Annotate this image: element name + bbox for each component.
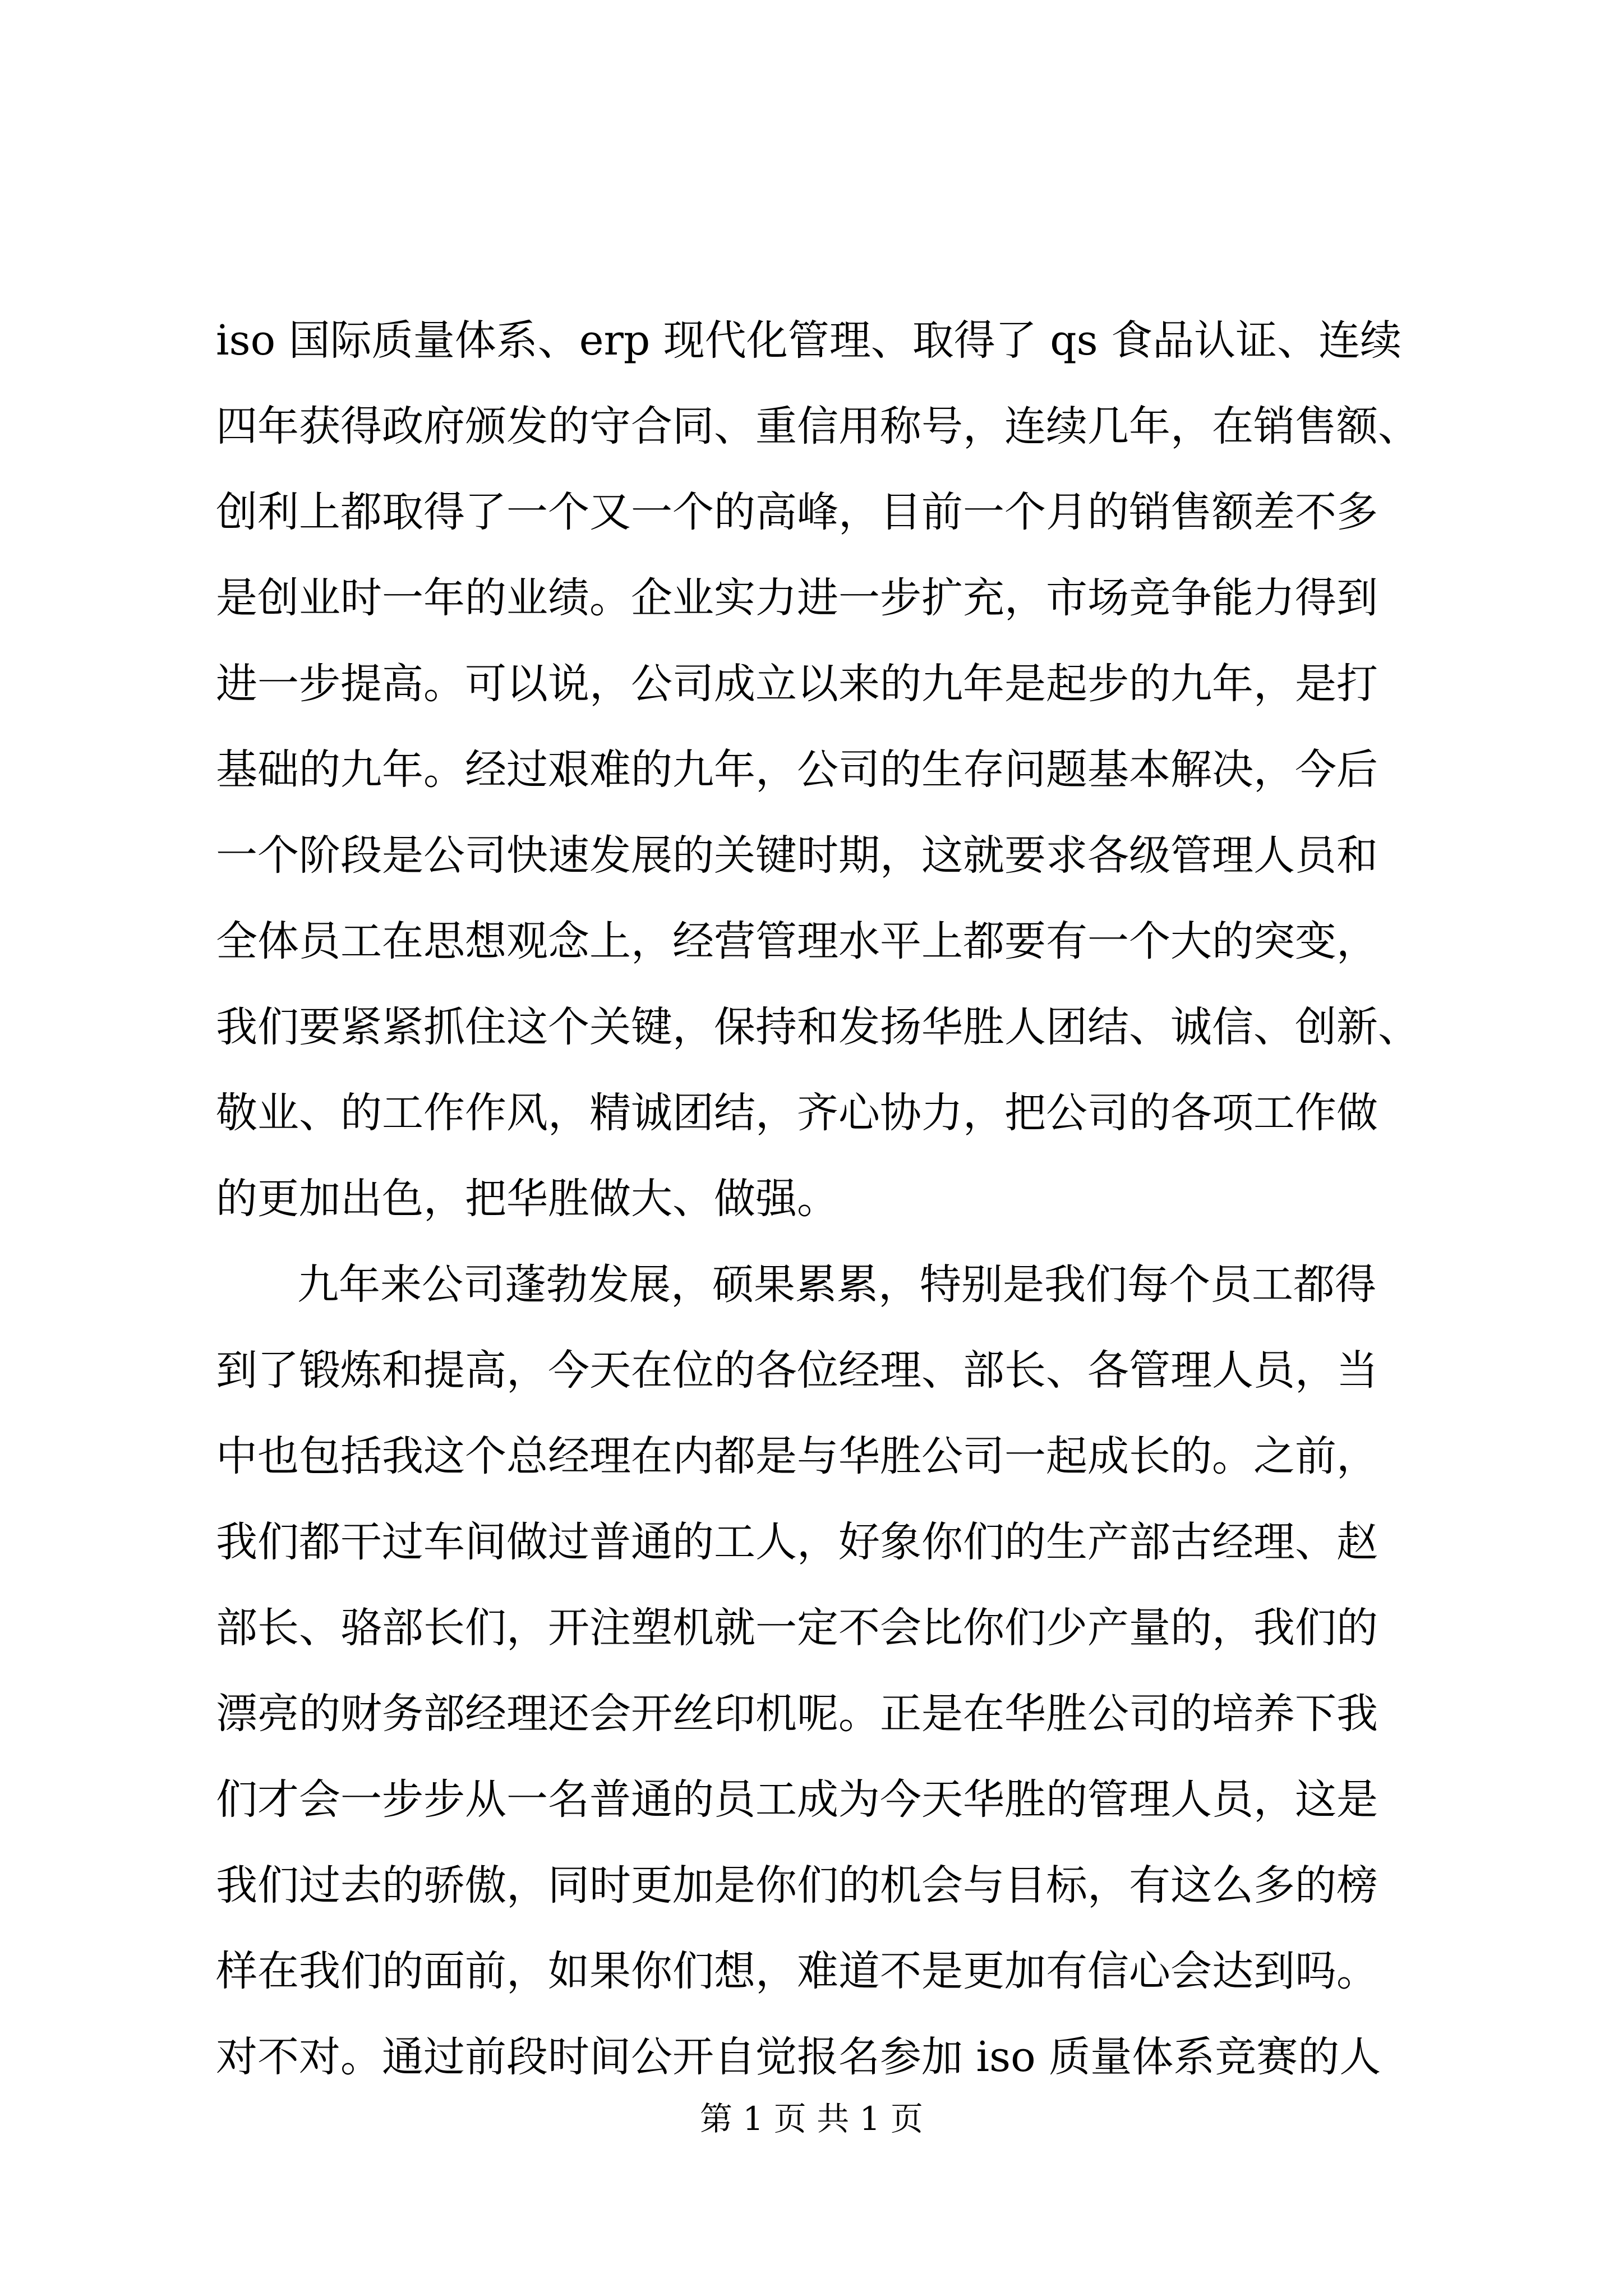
text-line: 样在我们的面前，如果你们想，难道不是更加有信心会达到吗。 [216, 1947, 1378, 1995]
text-line: 进一步提高。可以说，公司成立以来的九年是起步的九年，是打 [216, 660, 1378, 708]
text-line: 基础的九年。经过艰难的九年，公司的生存问题基本解决，今后 [216, 746, 1378, 794]
text-line: 的更加出色，把华胜做大、做强。 [216, 1175, 838, 1223]
text-line: 对不对。通过前段时间公开自觉报名参加 iso 质量体系竞赛的人 [216, 2033, 1381, 2081]
text-line: 我们过去的骄傲，同时更加是你们的机会与目标，有这么多的榜 [216, 1861, 1378, 1910]
text-line: 敬业、的工作作风，精诚团结，齐心协力，把公司的各项工作做 [216, 1089, 1378, 1137]
paragraph-first-line: 九年来公司蓬勃发展，硕果累累，特别是我们每个员工都得 [297, 1260, 1376, 1309]
text-line: 一个阶段是公司快速发展的关键时期，这就要求各级管理人员和 [216, 831, 1378, 880]
text-line: 们才会一步步从一名普通的员工成为今天华胜的管理人员，这是 [216, 1775, 1378, 1824]
text-line: 漂亮的财务部经理还会开丝印机呢。正是在华胜公司的培养下我 [216, 1690, 1378, 1738]
text-line: 是创业时一年的业绩。企业实力进一步扩充，市场竞争能力得到 [216, 574, 1378, 622]
text-line: 四年获得政府颁发的守合同、重信用称号，连续几年，在销售额、 [216, 402, 1419, 450]
text-line: 全体员工在思想观念上，经营管理水平上都要有一个大的突变， [216, 917, 1378, 965]
text-line: 中也包括我这个总经理在内都是与华胜公司一起成长的。之前， [216, 1432, 1378, 1480]
text-line: 到了锻炼和提高，今天在位的各位经理、部长、各管理人员，当 [216, 1346, 1378, 1395]
text-line: 我们都干过车间做过普通的工人，好象你们的生产部古经理、赵 [216, 1518, 1378, 1566]
text-line: iso 国际质量体系、erp 现代化管理、取得了 qs 食品认证、连续 [216, 316, 1402, 365]
text-line: 部长、骆部长们，开注塑机就一定不会比你们少产量的，我们的 [216, 1604, 1378, 1652]
text-line: 创利上都取得了一个又一个的高峰，目前一个月的销售额差不多 [216, 488, 1378, 536]
page-number: 第 1 页 共 1 页 [700, 2100, 923, 2138]
text-line: 我们要紧紧抓住这个关键，保持和发扬华胜人团结、诚信、创新、 [216, 1003, 1419, 1051]
